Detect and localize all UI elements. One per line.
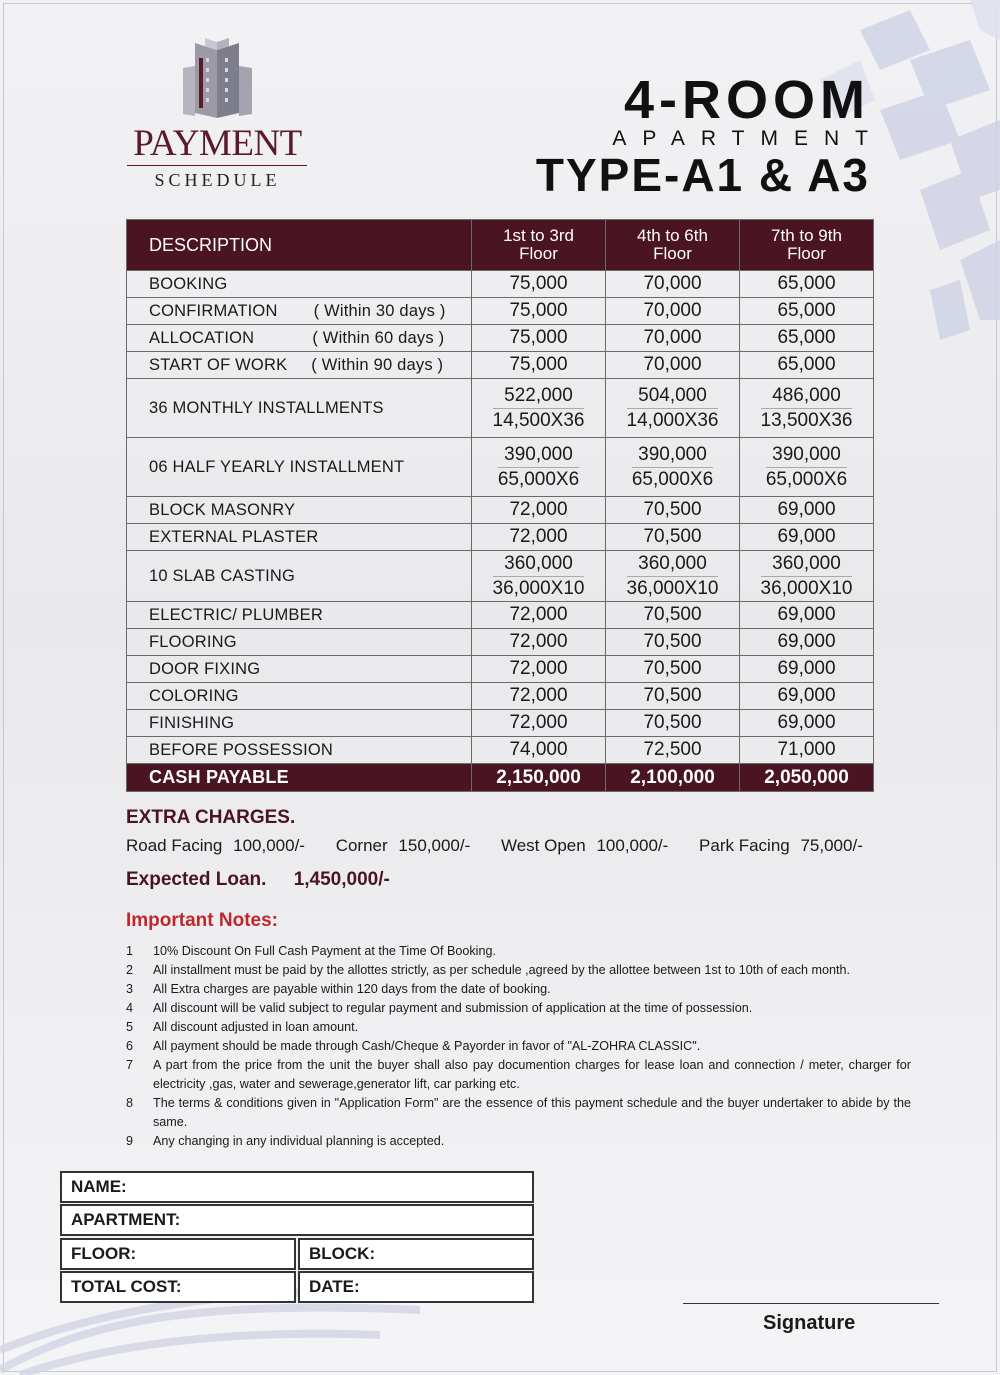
row-note: ( Within 90 days ) [311, 355, 444, 374]
table-row [127, 737, 874, 764]
note-number: 5 [126, 1020, 134, 1034]
row-label-cell [127, 325, 472, 352]
installment-breakdown: 13,500X36 [760, 409, 853, 431]
total-amount: 390,000 [766, 443, 847, 468]
row-label: 06 HALF YEARLY INSTALLMENT [127, 438, 472, 497]
row-value-floor-4-6: 70,000 [606, 298, 740, 325]
row-label: ALLOCATION [149, 328, 255, 347]
park-facing-label: Park Facing [699, 836, 790, 855]
total-amount: 486,000 [761, 384, 853, 409]
expected-loan-label: Expected Loan. [126, 869, 267, 890]
row-label: ELECTRIC/ PLUMBER [127, 602, 472, 629]
header-floor-4-6-range: 4th to 6th [637, 226, 708, 245]
header-floor-1-3 [472, 220, 606, 271]
extra-charges-list [126, 836, 869, 856]
table-row [127, 497, 874, 524]
row-value-floor-1-3: 75,000 [472, 325, 606, 352]
park-facing-value: 75,000/- [800, 836, 863, 855]
table-row [127, 325, 874, 352]
row-value-floor-7-9: 69,000 [740, 629, 874, 656]
row-value-floor-7-9 [740, 438, 874, 497]
row-label: FINISHING [127, 710, 472, 737]
row-value-floor-7-9 [740, 551, 874, 602]
corner-label: Corner [335, 836, 388, 855]
row-value-floor-1-3: 72,000 [472, 683, 606, 710]
table-row [127, 298, 874, 325]
header-floor-7-9-range: 7th to 9th [771, 226, 842, 245]
row-value-floor-1-3: 75,000 [472, 298, 606, 325]
installment-breakdown: 65,000X6 [631, 468, 714, 490]
note-text: All payment should be made through Cash/Cheque & Payorder in favor of "AL-ZOHRA CLASSIC". [153, 1039, 701, 1053]
row-value-floor-1-3 [472, 438, 606, 497]
heading-type: TYPE-A1 & A3 [535, 149, 870, 201]
row-value-floor-7-9: 65,000 [740, 271, 874, 298]
note-number: 3 [126, 982, 134, 996]
table-row [127, 602, 874, 629]
total-amount: 390,000 [632, 443, 713, 468]
row-value-floor-4-6 [606, 438, 740, 497]
total-amount: 360,000 [493, 552, 585, 577]
header-floor-1-3-range: 1st to 3rd [503, 226, 574, 245]
cash-payable-floor-1-3: 2,150,000 [472, 764, 606, 792]
note-text: Any changing in any individual planning is accepted. [153, 1134, 445, 1148]
table-header-row [127, 220, 874, 271]
heading-apartment: APARTMENT [612, 127, 884, 150]
block-field[interactable] [298, 1238, 534, 1270]
installment-breakdown: 36,000X10 [492, 577, 585, 599]
table-row [127, 710, 874, 737]
apartment-field-label: APARTMENT: [71, 1210, 181, 1229]
note-number: 7 [126, 1058, 134, 1072]
important-notes-title: Important Notes: [126, 910, 278, 931]
total-amount: 360,000 [627, 552, 719, 577]
note-number: 2 [126, 963, 134, 977]
signature-label: Signature [763, 1312, 856, 1334]
list-item [126, 980, 911, 999]
table-row [127, 629, 874, 656]
row-value-floor-1-3: 75,000 [472, 352, 606, 379]
row-label: START OF WORK [149, 355, 288, 374]
row-label: CONFIRMATION [149, 301, 278, 320]
row-label-cell [127, 298, 472, 325]
row-value-floor-7-9: 69,000 [740, 683, 874, 710]
row-value-floor-7-9: 69,000 [740, 497, 874, 524]
total-cost-field[interactable] [60, 1271, 296, 1303]
total-amount: 360,000 [761, 552, 853, 577]
row-value-floor-4-6: 70,500 [606, 656, 740, 683]
building-logo-icon [175, 38, 260, 118]
row-value-floor-4-6: 70,500 [606, 524, 740, 551]
row-value-floor-1-3: 72,000 [472, 524, 606, 551]
cash-payable-floor-4-6: 2,100,000 [606, 764, 740, 792]
row-value-floor-4-6: 70,500 [606, 629, 740, 656]
row-value-floor-7-9: 69,000 [740, 656, 874, 683]
floor-field[interactable] [60, 1238, 296, 1270]
date-field-label: DATE: [309, 1277, 360, 1296]
row-value-floor-4-6: 70,000 [606, 352, 740, 379]
cash-payable-label: CASH PAYABLE [127, 764, 472, 792]
important-notes-list [126, 942, 911, 1151]
list-item [126, 1018, 911, 1037]
header-description: DESCRIPTION [127, 220, 472, 271]
row-label: EXTERNAL PLASTER [127, 524, 472, 551]
header-floor-7-9 [740, 220, 874, 271]
header-floor-1-3-label: Floor [519, 244, 558, 263]
floor-field-label: FLOOR: [71, 1244, 137, 1263]
payment-schedule-logo [125, 38, 310, 198]
expected-loan-value: 1,450,000/- [293, 869, 390, 890]
note-number: 8 [126, 1096, 134, 1110]
list-item [126, 1037, 911, 1056]
list-item [126, 1056, 911, 1094]
row-value-floor-4-6: 70,500 [606, 497, 740, 524]
note-number: 4 [126, 1001, 134, 1015]
installment-breakdown: 65,000X6 [497, 468, 580, 490]
row-label: DOOR FIXING [127, 656, 472, 683]
row-note: ( Within 30 days ) [313, 301, 446, 320]
row-value-floor-1-3: 72,000 [472, 656, 606, 683]
row-label: BOOKING [127, 271, 472, 298]
header-floor-4-6 [606, 220, 740, 271]
total-amount: 522,000 [493, 384, 585, 409]
table-row [127, 551, 874, 602]
apartment-heading [535, 70, 884, 201]
note-text: All discount adjusted in loan amount. [153, 1020, 359, 1034]
list-item [126, 999, 911, 1018]
installment-breakdown: 36,000X10 [626, 577, 719, 599]
row-value-floor-1-3 [472, 379, 606, 438]
table-row [127, 683, 874, 710]
note-text: The terms & conditions given in "Application Form" are the essence of this payment schedule and the buyer undertaker to abide by the same. [153, 1096, 911, 1129]
row-value-floor-7-9: 65,000 [740, 298, 874, 325]
row-value-floor-7-9: 71,000 [740, 737, 874, 764]
total-amount: 504,000 [627, 384, 719, 409]
row-value-floor-1-3 [472, 551, 606, 602]
row-value-floor-1-3: 72,000 [472, 710, 606, 737]
extra-charges-title: EXTRA CHARGES. [126, 807, 296, 828]
row-value-floor-4-6: 72,500 [606, 737, 740, 764]
west-open-value: 100,000/- [596, 836, 669, 855]
row-value-floor-7-9: 69,000 [740, 710, 874, 737]
table-row [127, 524, 874, 551]
row-value-floor-7-9: 65,000 [740, 325, 874, 352]
list-item [126, 1094, 911, 1132]
row-value-floor-4-6: 70,000 [606, 325, 740, 352]
table-row [127, 656, 874, 683]
note-text: All Extra charges are payable within 120 days from the date of booking. [153, 982, 551, 996]
row-value-floor-4-6: 70,500 [606, 602, 740, 629]
payment-schedule-table [126, 219, 874, 792]
note-text: 10% Discount On Full Cash Payment at the Time Of Booking. [153, 944, 496, 958]
row-label: 36 MONTHLY INSTALLMENTS [127, 379, 472, 438]
row-value-floor-7-9: 65,000 [740, 352, 874, 379]
header-floor-4-6-label: Floor [653, 244, 692, 263]
installment-breakdown: 14,000X36 [626, 409, 719, 431]
block-field-label: BLOCK: [309, 1244, 376, 1263]
name-field[interactable] [60, 1171, 534, 1203]
row-value-floor-4-6: 70,500 [606, 683, 740, 710]
total-amount: 390,000 [498, 443, 579, 468]
cash-payable-floor-7-9: 2,050,000 [740, 764, 874, 792]
row-value-floor-1-3: 72,000 [472, 497, 606, 524]
table-row [127, 379, 874, 438]
total-cost-field-label: TOTAL COST: [71, 1277, 182, 1296]
cash-payable-row [127, 764, 874, 792]
row-value-floor-7-9: 69,000 [740, 602, 874, 629]
row-value-floor-4-6: 70,000 [606, 271, 740, 298]
header-floor-7-9-label: Floor [787, 244, 826, 263]
list-item [126, 942, 911, 961]
table-row [127, 438, 874, 497]
logo-subtitle: SCHEDULE [154, 170, 281, 190]
note-text: A part from the price from the unit the buyer shall also pay documention charges for lease loan and connection / meter, charger for electricity ,gas, water and sewerage,generator lift, car parking etc. [153, 1058, 911, 1091]
west-open-label: West Open [500, 836, 586, 855]
logo-title: PAYMENT [133, 123, 302, 164]
heading-room-count: 4-ROOM [624, 70, 870, 130]
note-number: 6 [126, 1039, 134, 1053]
row-label: COLORING [127, 683, 472, 710]
road-facing-label: Road Facing [126, 836, 223, 855]
row-value-floor-4-6 [606, 379, 740, 438]
row-label-cell [127, 352, 472, 379]
list-item [126, 961, 911, 980]
corner-value: 150,000/- [398, 836, 471, 855]
note-number: 9 [126, 1134, 134, 1148]
row-value-floor-7-9: 69,000 [740, 524, 874, 551]
row-value-floor-4-6: 70,500 [606, 710, 740, 737]
note-number: 1 [126, 944, 134, 958]
row-label: FLOORING [127, 629, 472, 656]
apartment-field[interactable] [60, 1204, 534, 1236]
row-value-floor-1-3: 72,000 [472, 602, 606, 629]
row-note: ( Within 60 days ) [312, 328, 445, 347]
installment-breakdown: 36,000X10 [760, 577, 853, 599]
name-field-label: NAME: [71, 1177, 127, 1196]
date-field[interactable] [298, 1271, 534, 1303]
note-text: All installment must be paid by the allottes strictly, as per schedule ,agreed by the allottee between 1st to 10th of each month. [153, 963, 851, 977]
signature-line[interactable] [683, 1303, 939, 1304]
road-facing-value: 100,000/- [233, 836, 305, 855]
note-text: All discount will be valid subject to regular payment and submission of application at the time of possession. [153, 1001, 753, 1015]
list-item [126, 1132, 911, 1151]
table-row [127, 271, 874, 298]
row-label: 10 SLAB CASTING [127, 551, 472, 602]
expected-loan [126, 869, 390, 891]
row-label: BEFORE POSSESSION [127, 737, 472, 764]
row-value-floor-1-3: 72,000 [472, 629, 606, 656]
installment-breakdown: 65,000X6 [765, 468, 848, 490]
row-value-floor-7-9 [740, 379, 874, 438]
row-value-floor-1-3: 74,000 [472, 737, 606, 764]
row-value-floor-1-3: 75,000 [472, 271, 606, 298]
logo-divider [127, 165, 307, 166]
row-label: BLOCK MASONRY [127, 497, 472, 524]
installment-breakdown: 14,500X36 [492, 409, 585, 431]
table-row [127, 352, 874, 379]
row-value-floor-4-6 [606, 551, 740, 602]
